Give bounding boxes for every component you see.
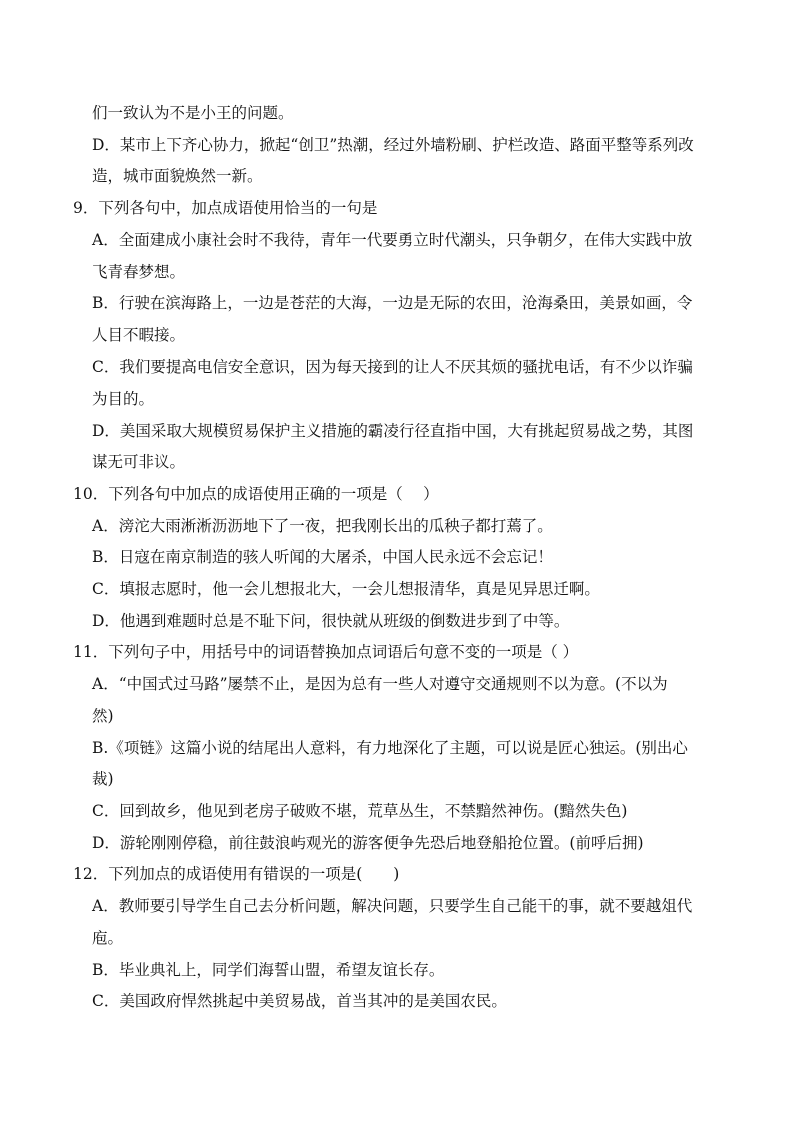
question-9: 9．下列各句中，加点成语使用恰当的一句是 [73,199,378,217]
option-c-text: C．填报志愿时，他一会儿想报北大，一会儿想报清华，真是见异思迁啊。 [92,580,600,598]
option-b-text: B．行驶在滨海路上，一边是苍茫的大海，一边是无际的农田，沧海桑田，美景如画，令 [92,294,693,312]
option-a-text: A．教师要引导学生自己去分析问题，解决问题，只要学生自己能干的事，就不要越俎代 [92,897,693,915]
option-b-text: B．毕业典礼上，同学们海誓山盟，希望友谊长存。 [92,961,445,979]
question-12: 12．下列加点的成语使用有错误的一项是( ) [73,865,400,883]
option-b-text: B．日寇在南京制造的骇人听闻的大屠杀，中国人民永远不会忘记！ [92,548,553,566]
option-d-text: D．某市上下齐心协力，掀起“创卫”热潮，经过外墙粉刷、护栏改造、路面平整等系列改 [92,136,694,154]
text-line: 造，城市面貌焕然一新。 [92,167,263,185]
option-a-text: A．全面建成小康社会时不我待，青年一代要勇立时代潮头，只争朝夕，在伟大实践中放 [92,231,693,249]
option-d-text: D．美国采取大规模贸易保护主义措施的霸凌行径直指中国，大有挑起贸易战之势，其图 [92,422,694,440]
text-line: 谋无可非议。 [92,453,186,471]
text-line: 为目的。 [92,390,155,408]
question-11: 11．下列句子中，用括号中的词语替换加点词语后句意不变的一项是（ ） [73,643,579,661]
text-line: 裁) [92,770,114,788]
option-d-text: D．游轮刚刚停稳，前往鼓浪屿观光的游客便争先恐后地登船抢位置。(前呼后拥) [92,834,644,852]
text-line: 庖。 [92,929,124,947]
text-line: 飞青春梦想。 [92,263,186,281]
text-line: 然) [92,707,114,725]
option-d-text: D．他遇到难题时总是不耻下问，很快就从班级的倒数进步到了中等。 [92,612,570,630]
option-a-text: A．滂沱大雨淅淅沥沥地下了一夜，把我刚长出的瓜秧子都打蔫了。 [92,517,553,535]
question-10: 10．下列各句中加点的成语使用正确的一项是（ ） [73,485,439,503]
option-b-text: B.《项链》这篇小说的结尾出人意料，有力地深化了主题，可以说是匠心独运。(别出心 [92,739,688,757]
text-line: 人目不暇接。 [92,326,186,344]
text-line: 们一致认为不是小王的问题。 [92,104,294,122]
option-c-text: C．美国政府悍然挑起中美贸易战，首当其冲的是美国农民。 [92,992,507,1010]
option-c-text: C．我们要提高电信安全意识，因为每天接到的让人不厌其烦的骚扰电话，有不少以诈骗 [92,358,693,376]
option-c-text: C．回到故乡，他见到老房子破败不堪，荒草丛生，不禁黯然神伤。(黯然失色) [92,802,628,820]
option-a-text: A．“中国式过马路”屡禁不止，是因为总有一些人对遵守交通规则不以为意。(不以为 [92,675,668,693]
